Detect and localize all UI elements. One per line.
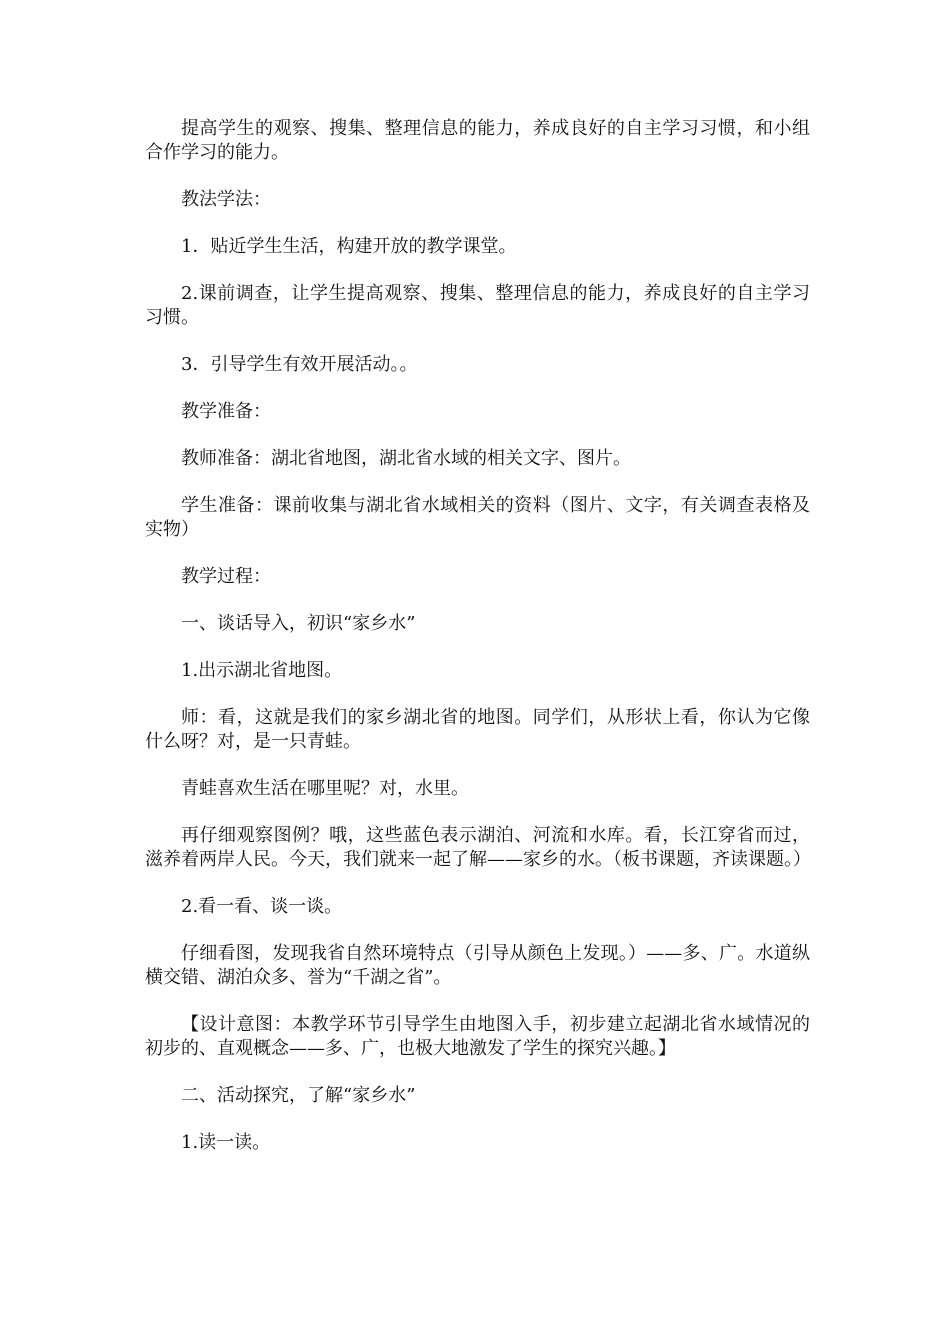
paragraph: 师：看，这就是我们的家乡湖北省的地图。同学们，从形状上看，你认为它像什么呀？对，是一只青蛙。 [145,707,810,752]
section-heading: 教法学法： [181,189,271,210]
list-item: 1.出示湖北省地图。 [181,660,343,681]
paragraph: 再仔细观察图例？哦，这些蓝色表示湖泊、河流和水库。看，长江穿省而过，滋养着两岸人民。今天，我们就来一起了解——家乡的水。（板书课题，齐读课题。） [145,825,811,870]
document-body [145,117,810,1178]
paragraph: 学生准备：课前收集与湖北省水域相关的资料（图片、文字，有关调查表格及实物） [145,495,810,540]
section-heading: 一、谈话导入，初识“家乡水” [181,613,416,634]
list-item: 1．贴近学生生活，构建开放的教学课堂。 [181,236,517,257]
section-heading: 教学准备： [181,401,271,422]
paragraph: 提高学生的观察、搜集、整理信息的能力，养成良好的自主学习习惯，和小组合作学习的能力。 [145,118,810,163]
paragraph: 青蛙喜欢生活在哪里呢？对，水里。 [181,778,469,799]
list-item: 3．引导学生有效开展活动。。 [181,354,418,375]
paragraph: 教师准备：湖北省地图，湖北省水域的相关文字、图片。 [181,448,631,469]
section-heading: 二、活动探究，了解“家乡水” [181,1085,416,1106]
section-heading: 教学过程： [181,566,271,587]
design-note: 【设计意图：本教学环节引导学生由地图入手，初步建立起湖北省水域情况的初步的、直观概念——多、广，也极大地激发了学生的探究兴趣。】 [145,1014,810,1059]
paragraph: 仔细看图，发现我省自然环境特点（引导从颜色上发现。）——多、广。水道纵横交错、湖泊众多、誉为“千湖之省”。 [145,943,810,988]
list-item: 1.读一读。 [181,1132,271,1153]
list-item: 2.课前调查，让学生提高观察、搜集、整理信息的能力，养成良好的自主学习习惯。 [145,283,810,328]
list-item: 2.看一看、谈一谈。 [181,896,343,917]
